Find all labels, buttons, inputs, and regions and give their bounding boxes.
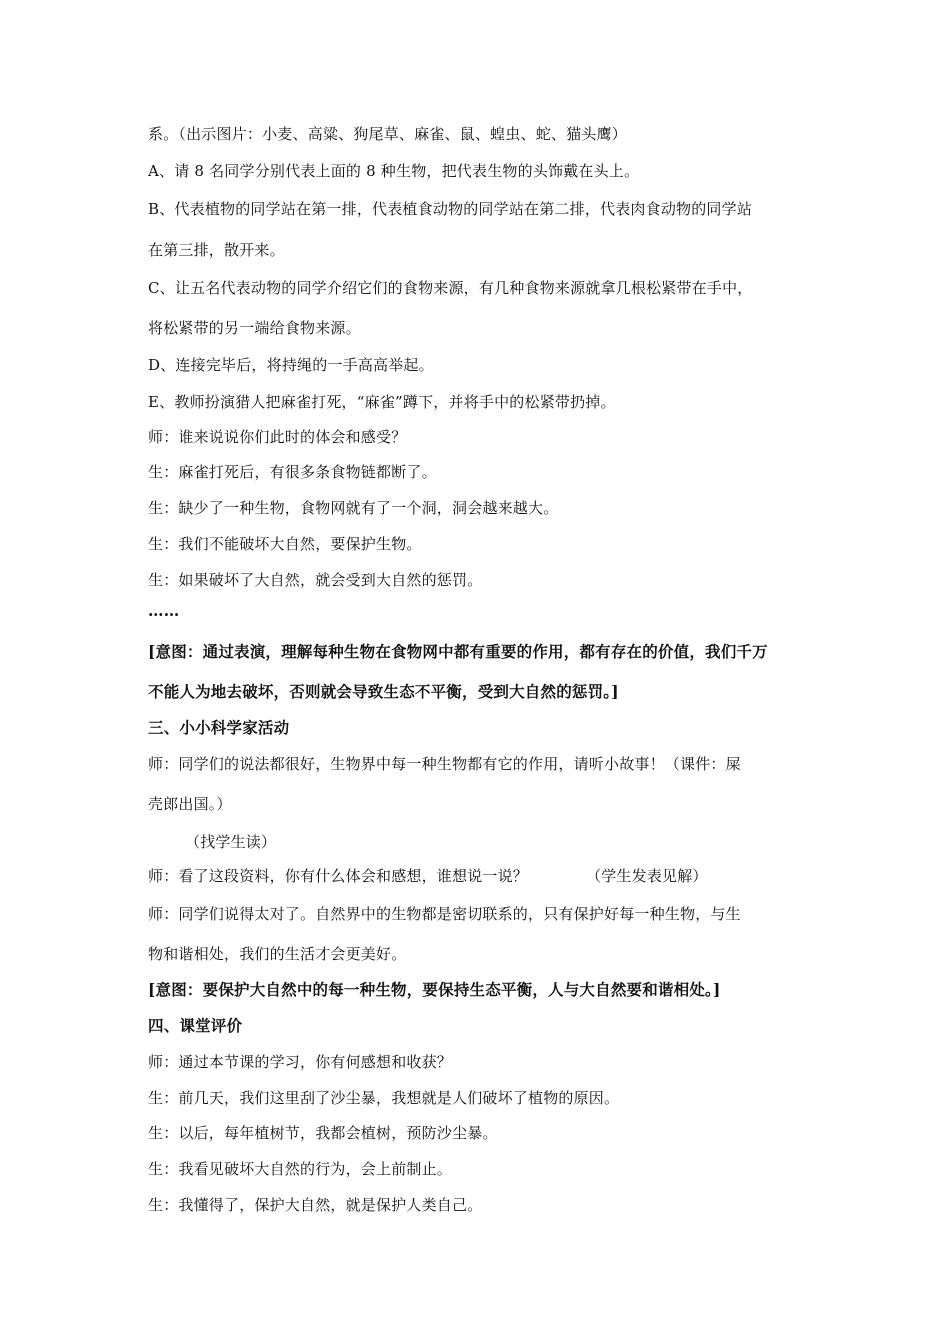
dialogue-line: 生：如果破坏了大自然，就会受到大自然的惩罚。 (148, 571, 483, 589)
stage-direction: （学生发表见解） (586, 867, 708, 885)
dialogue-line-cont: 壳郎出国。） (148, 795, 232, 813)
step-b-cont: 在第三排，散开来。 (148, 241, 285, 259)
dialogue-line: 生：我懂得了，保护大自然，就是保护人类自己。 (148, 1196, 483, 1214)
paragraph-line: 系。（出示图片：小麦、高粱、狗尾草、麻雀、鼠、蝗虫、蛇、猫头鹰） (148, 125, 627, 143)
step-a: A、请 8 名同学分别代表上面的 8 种生物，把代表生物的头饰戴在头上。 (148, 162, 640, 180)
intent-note: [意图：通过表演，理解每种生物在食物网中都有重要的作用，都有存在的价值，我们千万 (148, 642, 768, 661)
ellipsis: …… (148, 601, 180, 620)
teacher-question: 师：看了这段资料，你有什么体会和感想，谁想说一说？ (148, 867, 529, 885)
dialogue-line: 生：缺少了一种生物，食物网就有了一个洞，洞会越来越大。 (148, 499, 559, 517)
intent-note: [意图：要保护大自然中的每一种生物，要保持生态平衡，人与大自然要和谐相处。] (148, 980, 721, 999)
step-b: B、代表植物的同学站在第一排，代表植食动物的同学站在第二排，代表肉食动物的同学站 (148, 200, 753, 218)
dialogue-line: 生：我们不能破坏大自然，要保护生物。 (148, 535, 422, 553)
dialogue-line: 生：麻雀打死后，有很多条食物链都断了。 (148, 463, 437, 481)
dialogue-line: 师：同学们说得太对了。自然界中的生物都是密切联系的，只有保护好每一种生物，与生 (148, 905, 741, 923)
step-e: E、教师扮演猎人把麻雀打死，“麻雀”蹲下，并将手中的松紧带扔掉。 (148, 393, 616, 411)
dialogue-line (148, 866, 813, 886)
dialogue-line: 生：以后，每年植树节，我都会植树，预防沙尘暴。 (148, 1124, 498, 1142)
step-d: D、连接完毕后，将持绳的一手高高举起。 (148, 356, 434, 374)
stage-direction: （找学生读） (185, 833, 277, 851)
dialogue-line: 师：同学们的说法都很好，生物界中每一种生物都有它的作用，请听小故事！（课件：屎 (148, 755, 741, 773)
dialogue-line: 师：通过本节课的学习，你有何感想和收获？ (148, 1053, 453, 1071)
dialogue-line: 生：我看见破坏大自然的行为，会上前制止。 (148, 1160, 453, 1178)
dialogue-line-cont: 物和谐相处，我们的生活才会更美好。 (148, 945, 407, 963)
step-c: C、让五名代表动物的同学介绍它们的食物来源，有几种食物来源就拿几根松紧带在手中， (148, 279, 753, 297)
intent-note-cont: 不能人为地去破坏，否则就会导致生态不平衡，受到大自然的惩罚。] (148, 682, 619, 701)
step-c-cont: 将松紧带的另一端给食物来源。 (148, 319, 361, 337)
section-heading-3: 三、小小科学家活动 (148, 718, 290, 737)
dialogue-line: 生：前几天，我们这里刮了沙尘暴，我想就是人们破坏了植物的原因。 (148, 1089, 620, 1107)
dialogue-line: 师：谁来说说你们此时的体会和感受？ (148, 428, 407, 446)
section-heading-4: 四、课堂评价 (148, 1016, 243, 1035)
